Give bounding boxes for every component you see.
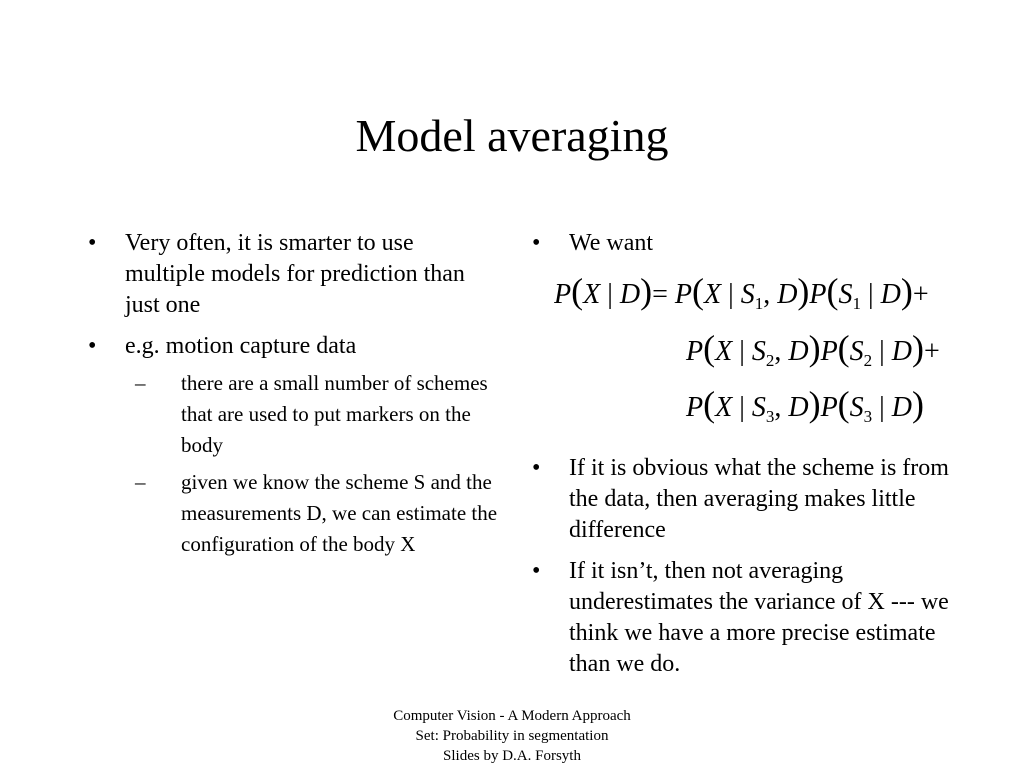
bullet-glyph: • xyxy=(532,230,541,256)
bullet-text: We want xyxy=(569,230,654,256)
bullet-glyph: • xyxy=(532,558,541,584)
model-averaging-equation xyxy=(554,270,1014,430)
equation-line-3: P(X | $S_3$, $D)P(S_3$ | D) xyxy=(686,384,925,426)
dash-glyph: – xyxy=(135,470,146,494)
left-bullet-list xyxy=(88,228,498,560)
bullet-text: e.g. motion capture data xyxy=(125,333,357,359)
subscript: 3 xyxy=(863,407,873,426)
subscript: 2 xyxy=(765,351,775,370)
equals-sign: = xyxy=(652,279,668,310)
sub-list-item xyxy=(135,467,498,560)
bullet-text: Very often, it is smarter to use multiple models for prediction than just one xyxy=(125,230,465,318)
slide-title: Model averaging xyxy=(355,110,669,161)
list-item xyxy=(88,228,498,321)
dash-glyph: – xyxy=(135,371,146,395)
list-item xyxy=(88,331,498,560)
sub-bullet-list xyxy=(125,368,498,560)
sub-bullet-text: there are a small number of schemes that are used to put markers on the body xyxy=(181,371,488,457)
bullet-text: If it isn’t, then not averaging underestimates the variance of X --- we think we have a more precise estimate than we do. xyxy=(569,558,949,677)
list-item xyxy=(532,228,982,259)
bullet-glyph: • xyxy=(88,230,97,256)
equation-line-2: P(X | $S_2$, $D)P(S_2$ | D)+ xyxy=(686,328,940,370)
left-column xyxy=(88,228,498,570)
subscript: 1 xyxy=(754,294,764,313)
bullet-glyph: • xyxy=(532,455,541,481)
bullet-glyph: • xyxy=(88,333,97,359)
right-column-bullets xyxy=(532,453,982,690)
subscript: 1 xyxy=(852,294,862,313)
bullet-text: If it is obvious what the scheme is from the data, then averaging makes little difference xyxy=(569,455,949,543)
slide-footer xyxy=(0,706,1024,766)
subscript: 2 xyxy=(863,351,873,370)
plus-sign: + xyxy=(912,279,929,310)
footer-line-set: Set: Probability in segmentation xyxy=(415,728,609,744)
sub-list-item xyxy=(135,368,498,461)
equation-line-1: P(X | D)= P(X | $S_1$, $D)P(S_1$ | D)+ xyxy=(554,271,929,313)
list-item xyxy=(532,556,982,680)
right-column-intro xyxy=(532,228,982,269)
footer-line-book: Computer Vision - A Modern Approach xyxy=(393,708,631,724)
list-item xyxy=(532,453,982,546)
subscript: 3 xyxy=(765,407,775,426)
footer-line-author: Slides by D.A. Forsyth xyxy=(443,748,581,764)
sub-bullet-text: given we know the scheme S and the measurements D, we can estimate the configuration of the body X xyxy=(181,470,498,556)
right-bullet-list xyxy=(532,453,982,680)
right-intro-list xyxy=(532,228,982,259)
plus-sign: + xyxy=(924,336,940,367)
